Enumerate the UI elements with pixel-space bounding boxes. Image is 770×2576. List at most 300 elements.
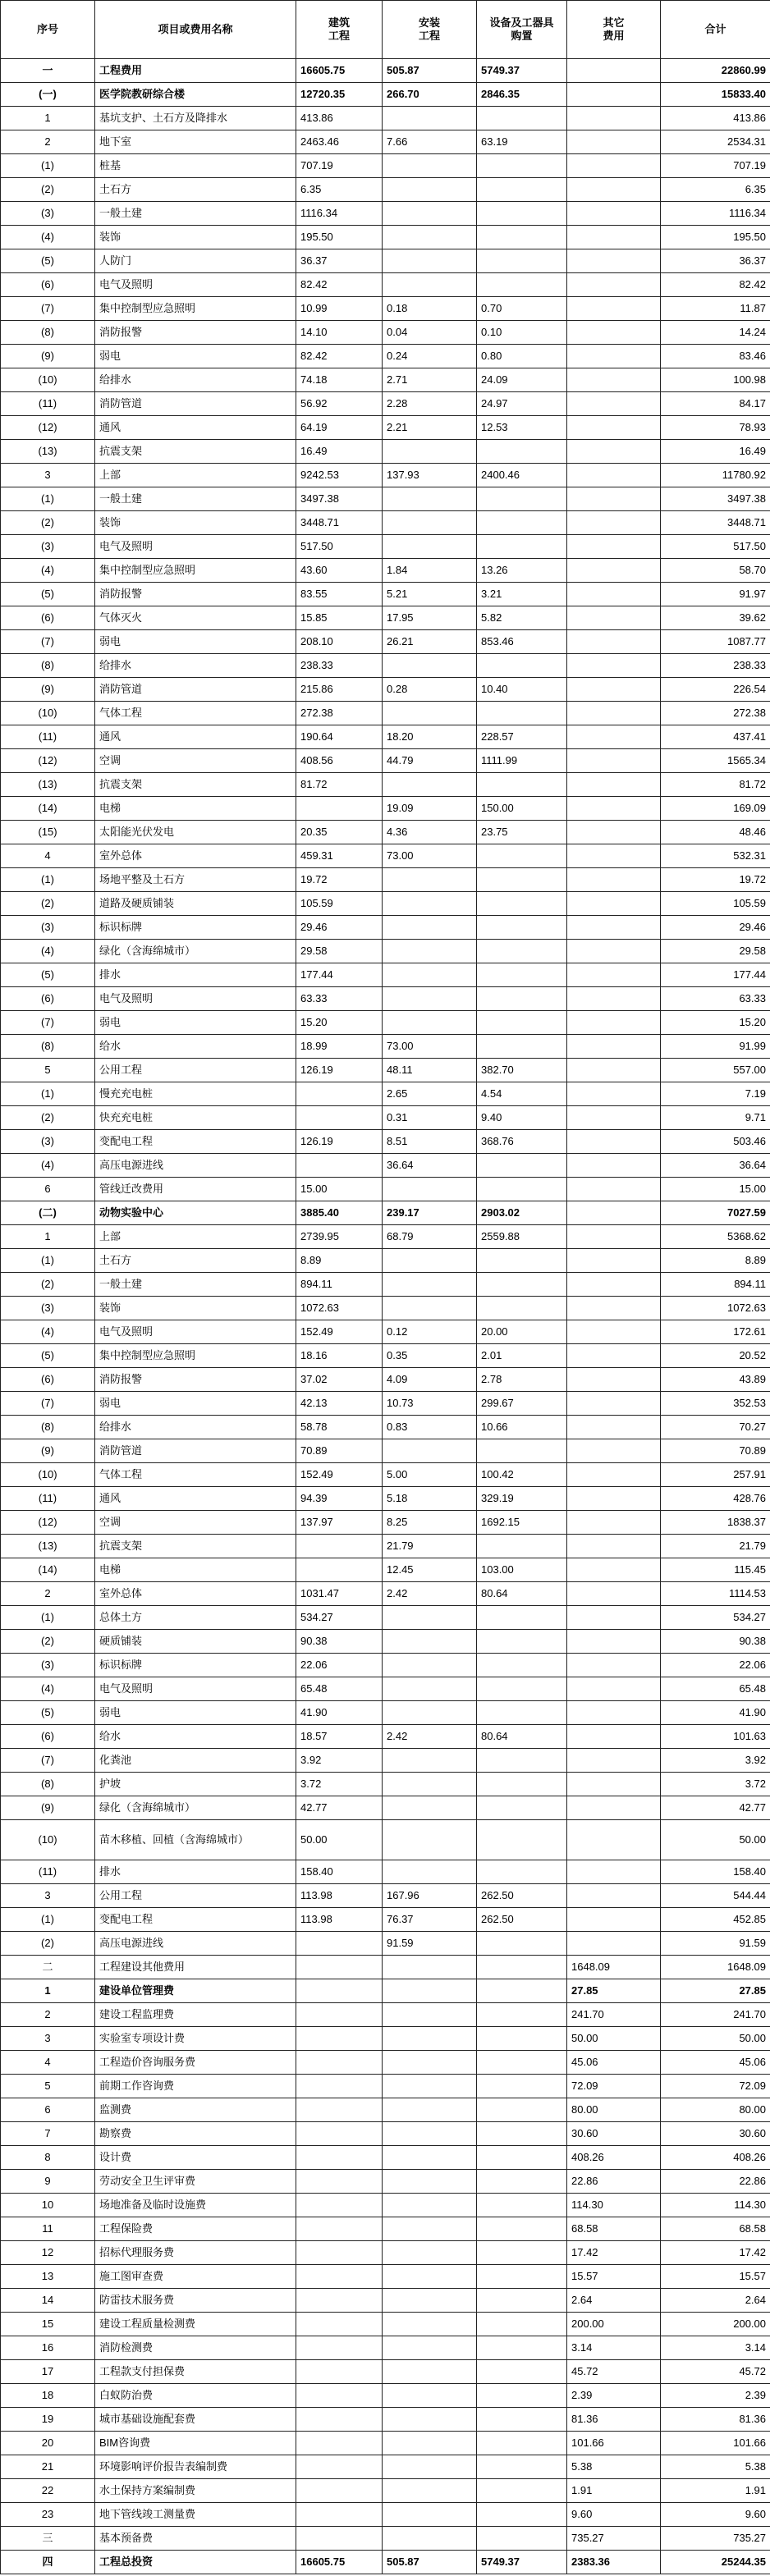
row-total: 544.44 [661, 1884, 770, 1908]
row-seq: (11) [1, 392, 95, 416]
row-other [567, 511, 661, 535]
table-row [1, 2003, 770, 2027]
row-item-name: 给排水 [95, 1416, 296, 1439]
row-installation [383, 2003, 477, 2027]
row-seq: 15 [1, 2313, 95, 2336]
row-item-name: 地下管线竣工测量费 [95, 2503, 296, 2527]
row-item-name: 电气及照明 [95, 1320, 296, 1344]
table-row [1, 1820, 770, 1860]
row-seq: (2) [1, 892, 95, 916]
row-total: 3.92 [661, 1749, 770, 1773]
row-installation: 5.00 [383, 1463, 477, 1487]
row-installation: 0.83 [383, 1416, 477, 1439]
table-row [1, 1956, 770, 1979]
row-installation [383, 249, 477, 273]
row-installation: 68.79 [383, 1225, 477, 1249]
row-item-name: 基本预备费 [95, 2527, 296, 2551]
row-seq: (10) [1, 1463, 95, 1487]
row-installation [383, 916, 477, 940]
row-other [567, 83, 661, 107]
table-row [1, 2360, 770, 2384]
table-row [1, 749, 770, 773]
row-seq: (2) [1, 1932, 95, 1956]
row-other [567, 416, 661, 440]
row-total: 200.00 [661, 2313, 770, 2336]
row-other: 3.14 [567, 2336, 661, 2360]
row-equipment: 299.67 [477, 1392, 567, 1416]
row-item-name: 室外总体 [95, 844, 296, 868]
row-item-name: 消防管道 [95, 1439, 296, 1463]
row-total: 63.33 [661, 987, 770, 1011]
table-row [1, 2432, 770, 2455]
row-other [567, 321, 661, 345]
table-row [1, 1654, 770, 1677]
row-installation: 18.20 [383, 725, 477, 749]
row-total: 517.50 [661, 535, 770, 559]
row-construction: 459.31 [296, 844, 383, 868]
row-construction: 190.64 [296, 725, 383, 749]
row-other [567, 1273, 661, 1297]
row-construction: 90.38 [296, 1630, 383, 1654]
row-seq: (9) [1, 678, 95, 702]
table-row [1, 2479, 770, 2503]
row-construction: 94.39 [296, 1487, 383, 1511]
row-seq: (3) [1, 1654, 95, 1677]
row-installation [383, 1677, 477, 1701]
row-item-name: 一般土建 [95, 202, 296, 226]
row-other: 27.85 [567, 1979, 661, 2003]
row-item-name: 桩基 [95, 154, 296, 178]
row-item-name: 绿化（含海绵城市） [95, 1796, 296, 1820]
row-installation [383, 654, 477, 678]
row-equipment: 20.00 [477, 1320, 567, 1344]
row-other: 68.58 [567, 2217, 661, 2241]
row-other [567, 1677, 661, 1701]
row-installation [383, 487, 477, 511]
row-total: 91.97 [661, 583, 770, 606]
row-seq: (一) [1, 83, 95, 107]
row-item-name: 招标代理服务费 [95, 2241, 296, 2265]
row-seq: (8) [1, 654, 95, 678]
row-seq: (5) [1, 1344, 95, 1368]
row-installation [383, 868, 477, 892]
row-installation [383, 273, 477, 297]
row-construction: 15.20 [296, 1011, 383, 1035]
row-seq: (12) [1, 749, 95, 773]
row-other [567, 1654, 661, 1677]
row-item-name: 建设单位管理费 [95, 1979, 296, 2003]
row-seq: (5) [1, 249, 95, 273]
row-installation: 44.79 [383, 749, 477, 773]
row-item-name: 防雷技术服务费 [95, 2289, 296, 2313]
table-row [1, 83, 770, 107]
row-equipment [477, 1178, 567, 1201]
row-installation [383, 2408, 477, 2432]
row-item-name: 通风 [95, 725, 296, 749]
row-seq: (1) [1, 1908, 95, 1932]
row-installation [383, 2455, 477, 2479]
table-row [1, 416, 770, 440]
table-row [1, 1606, 770, 1630]
row-installation [383, 2289, 477, 2313]
row-seq: 10 [1, 2194, 95, 2217]
row-total: 6.35 [661, 178, 770, 202]
row-installation: 137.93 [383, 464, 477, 487]
row-seq: 4 [1, 844, 95, 868]
row-other [567, 249, 661, 273]
row-construction: 1072.63 [296, 1297, 383, 1320]
row-construction [296, 2170, 383, 2194]
row-seq: (2) [1, 1106, 95, 1130]
table-row [1, 2265, 770, 2289]
table-row [1, 1320, 770, 1344]
row-total: 16.49 [661, 440, 770, 464]
row-item-name: 变配电工程 [95, 1130, 296, 1154]
row-construction [296, 2075, 383, 2098]
row-equipment: 5749.37 [477, 59, 567, 83]
table-row [1, 678, 770, 702]
row-other: 45.72 [567, 2360, 661, 2384]
row-total: 68.58 [661, 2217, 770, 2241]
row-item-name: 工程费用 [95, 59, 296, 83]
row-total: 894.11 [661, 1273, 770, 1297]
row-seq: 13 [1, 2265, 95, 2289]
row-installation [383, 2360, 477, 2384]
row-total: 19.72 [661, 868, 770, 892]
row-seq: 2 [1, 130, 95, 154]
row-equipment [477, 107, 567, 130]
table-row [1, 1932, 770, 1956]
row-equipment [477, 892, 567, 916]
row-total: 114.30 [661, 2194, 770, 2217]
row-item-name: 消防报警 [95, 583, 296, 606]
row-other [567, 1368, 661, 1392]
row-seq: 3 [1, 1884, 95, 1908]
row-seq: 3 [1, 464, 95, 487]
row-installation: 17.95 [383, 606, 477, 630]
row-installation [383, 1630, 477, 1654]
row-equipment [477, 2146, 567, 2170]
row-installation: 2.28 [383, 392, 477, 416]
row-installation [383, 2479, 477, 2503]
row-total: 90.38 [661, 1630, 770, 1654]
row-equipment: 853.46 [477, 630, 567, 654]
table-row [1, 1511, 770, 1535]
table-row [1, 511, 770, 535]
row-total: 29.58 [661, 940, 770, 963]
row-other [567, 1320, 661, 1344]
row-equipment: 1111.99 [477, 749, 567, 773]
row-total: 84.17 [661, 392, 770, 416]
row-installation [383, 2194, 477, 2217]
row-construction: 534.27 [296, 1606, 383, 1630]
row-other [567, 1749, 661, 1773]
row-equipment [477, 2265, 567, 2289]
row-installation: 167.96 [383, 1884, 477, 1908]
row-total: 532.31 [661, 844, 770, 868]
table-row [1, 702, 770, 725]
row-seq: (4) [1, 940, 95, 963]
table-row [1, 1154, 770, 1178]
row-construction: 113.98 [296, 1884, 383, 1908]
row-installation: 2.71 [383, 368, 477, 392]
row-other [567, 1035, 661, 1059]
table-row [1, 1582, 770, 1606]
row-equipment [477, 535, 567, 559]
row-other: 81.36 [567, 2408, 661, 2432]
row-construction [296, 797, 383, 821]
row-construction [296, 2027, 383, 2051]
row-other [567, 1225, 661, 1249]
row-equipment [477, 1630, 567, 1654]
row-seq: 7 [1, 2122, 95, 2146]
row-item-name: 标识标牌 [95, 916, 296, 940]
row-seq: 9 [1, 2170, 95, 2194]
row-construction: 18.57 [296, 1725, 383, 1749]
row-item-name: 实验室专项设计费 [95, 2027, 296, 2051]
row-construction: 18.99 [296, 1035, 383, 1059]
row-total: 70.89 [661, 1439, 770, 1463]
row-other [567, 1178, 661, 1201]
row-equipment [477, 1979, 567, 2003]
row-installation: 0.12 [383, 1320, 477, 1344]
row-total: 172.61 [661, 1320, 770, 1344]
row-total: 22.06 [661, 1654, 770, 1677]
row-other [567, 1908, 661, 1932]
row-total: 78.93 [661, 416, 770, 440]
row-total: 82.42 [661, 273, 770, 297]
table-row [1, 844, 770, 868]
row-total: 9.60 [661, 2503, 770, 2527]
row-item-name: 装饰 [95, 1297, 296, 1320]
row-item-name: 电梯 [95, 1558, 296, 1582]
row-construction [296, 1979, 383, 2003]
row-installation [383, 2217, 477, 2241]
row-equipment: 103.00 [477, 1558, 567, 1582]
row-total: 29.46 [661, 916, 770, 940]
header-construction: 建筑 工程 [296, 1, 383, 59]
row-other: 17.42 [567, 2241, 661, 2265]
header-installation: 安装 工程 [383, 1, 477, 59]
row-installation: 19.09 [383, 797, 477, 821]
row-equipment: 329.19 [477, 1487, 567, 1511]
row-construction: 9242.53 [296, 464, 383, 487]
row-total: 15.00 [661, 1178, 770, 1201]
row-item-name: 消防报警 [95, 1368, 296, 1392]
table-row [1, 2336, 770, 2360]
row-installation [383, 2075, 477, 2098]
row-other [567, 154, 661, 178]
row-other [567, 1249, 661, 1273]
row-construction: 65.48 [296, 1677, 383, 1701]
row-total: 36.37 [661, 249, 770, 273]
row-other [567, 630, 661, 654]
row-installation: 2.42 [383, 1725, 477, 1749]
row-total: 3448.71 [661, 511, 770, 535]
table-row [1, 773, 770, 797]
row-total: 5368.62 [661, 1225, 770, 1249]
row-other: 9.60 [567, 2503, 661, 2527]
row-installation: 4.36 [383, 821, 477, 844]
row-other [567, 1201, 661, 1225]
row-construction [296, 1558, 383, 1582]
row-equipment: 0.70 [477, 297, 567, 321]
row-construction: 158.40 [296, 1860, 383, 1884]
row-other [567, 1558, 661, 1582]
row-seq: (6) [1, 1368, 95, 1392]
row-installation [383, 535, 477, 559]
row-total: 48.46 [661, 821, 770, 844]
row-seq: (6) [1, 606, 95, 630]
row-other [567, 1106, 661, 1130]
row-construction [296, 2336, 383, 2360]
row-installation [383, 1773, 477, 1796]
row-construction: 6.35 [296, 178, 383, 202]
row-equipment: 23.75 [477, 821, 567, 844]
table-row [1, 1535, 770, 1558]
row-construction: 177.44 [296, 963, 383, 987]
row-equipment: 1692.15 [477, 1511, 567, 1535]
row-total: 2.39 [661, 2384, 770, 2408]
row-equipment: 4.54 [477, 1082, 567, 1106]
row-total: 27.85 [661, 1979, 770, 2003]
row-other: 101.66 [567, 2432, 661, 2455]
row-total: 17.42 [661, 2241, 770, 2265]
row-total: 428.76 [661, 1487, 770, 1511]
row-item-name: 上部 [95, 464, 296, 487]
row-seq: 2 [1, 1582, 95, 1606]
row-item-name: 高压电源进线 [95, 1154, 296, 1178]
row-seq: (12) [1, 416, 95, 440]
row-item-name: 工程建设其他费用 [95, 1956, 296, 1979]
row-construction [296, 2122, 383, 2146]
row-equipment [477, 2455, 567, 2479]
table-row [1, 1011, 770, 1035]
row-equipment: 150.00 [477, 797, 567, 821]
row-seq: 2 [1, 2003, 95, 2027]
row-equipment [477, 773, 567, 797]
row-equipment: 2.01 [477, 1344, 567, 1368]
row-installation [383, 1273, 477, 1297]
row-total: 534.27 [661, 1606, 770, 1630]
row-other [567, 821, 661, 844]
row-construction: 1116.34 [296, 202, 383, 226]
row-seq: (3) [1, 202, 95, 226]
table-row [1, 464, 770, 487]
row-other [567, 368, 661, 392]
row-item-name: 苗木移植、回植（含海绵城市） [95, 1820, 296, 1860]
row-item-name: 给水 [95, 1725, 296, 1749]
row-seq: (3) [1, 916, 95, 940]
table-row [1, 107, 770, 130]
table-row [1, 2027, 770, 2051]
row-other [567, 1511, 661, 1535]
row-total: 1838.37 [661, 1511, 770, 1535]
row-construction [296, 2146, 383, 2170]
table-row [1, 1487, 770, 1511]
row-construction: 152.49 [296, 1320, 383, 1344]
row-construction: 83.55 [296, 583, 383, 606]
row-total: 241.70 [661, 2003, 770, 2027]
table-row [1, 1273, 770, 1297]
row-total: 83.46 [661, 345, 770, 368]
table-row [1, 2170, 770, 2194]
row-seq: 12 [1, 2241, 95, 2265]
row-seq: (10) [1, 702, 95, 725]
row-equipment: 0.10 [477, 321, 567, 345]
row-equipment: 5749.37 [477, 2551, 567, 2574]
header-seq: 序号 [1, 1, 95, 59]
row-equipment [477, 1249, 567, 1273]
row-item-name: 消防报警 [95, 321, 296, 345]
table-row [1, 1677, 770, 1701]
row-installation [383, 1297, 477, 1320]
row-installation: 0.04 [383, 321, 477, 345]
row-installation [383, 1749, 477, 1773]
row-other [567, 1392, 661, 1416]
row-other: 45.06 [567, 2051, 661, 2075]
row-equipment [477, 987, 567, 1011]
row-construction: 63.33 [296, 987, 383, 1011]
row-equipment: 382.70 [477, 1059, 567, 1082]
row-seq: (3) [1, 535, 95, 559]
row-other [567, 1154, 661, 1178]
row-equipment [477, 1273, 567, 1297]
table-row [1, 2408, 770, 2432]
row-item-name: 水土保持方案编制费 [95, 2479, 296, 2503]
table-row [1, 1701, 770, 1725]
row-item-name: 监测费 [95, 2098, 296, 2122]
row-total: 20.52 [661, 1344, 770, 1368]
table-row [1, 630, 770, 654]
row-equipment: 262.50 [477, 1884, 567, 1908]
row-seq: 1 [1, 107, 95, 130]
row-other [567, 107, 661, 130]
table-row [1, 2194, 770, 2217]
row-construction: 208.10 [296, 630, 383, 654]
row-construction [296, 1106, 383, 1130]
row-total: 3.14 [661, 2336, 770, 2360]
row-total: 45.72 [661, 2360, 770, 2384]
row-seq: (5) [1, 963, 95, 987]
row-item-name: 电梯 [95, 797, 296, 821]
row-total: 101.66 [661, 2432, 770, 2455]
row-item-name: 装饰 [95, 511, 296, 535]
row-total: 15833.40 [661, 83, 770, 107]
row-construction: 707.19 [296, 154, 383, 178]
row-other: 114.30 [567, 2194, 661, 2217]
row-equipment [477, 2408, 567, 2432]
row-other [567, 940, 661, 963]
row-item-name: 动物实验中心 [95, 1201, 296, 1225]
row-seq: (1) [1, 154, 95, 178]
row-construction: 2463.46 [296, 130, 383, 154]
row-equipment [477, 487, 567, 511]
row-item-name: 通风 [95, 1487, 296, 1511]
row-seq: (11) [1, 1860, 95, 1884]
row-total: 15.20 [661, 1011, 770, 1035]
table-row [1, 202, 770, 226]
table-row [1, 654, 770, 678]
row-construction: 74.18 [296, 368, 383, 392]
row-item-name: 前期工作咨询费 [95, 2075, 296, 2098]
row-seq: (7) [1, 1011, 95, 1035]
row-installation [383, 1979, 477, 2003]
row-total: 72.09 [661, 2075, 770, 2098]
row-other [567, 702, 661, 725]
header-item-name: 项目或费用名称 [95, 1, 296, 59]
row-item-name: 一般土建 [95, 487, 296, 511]
